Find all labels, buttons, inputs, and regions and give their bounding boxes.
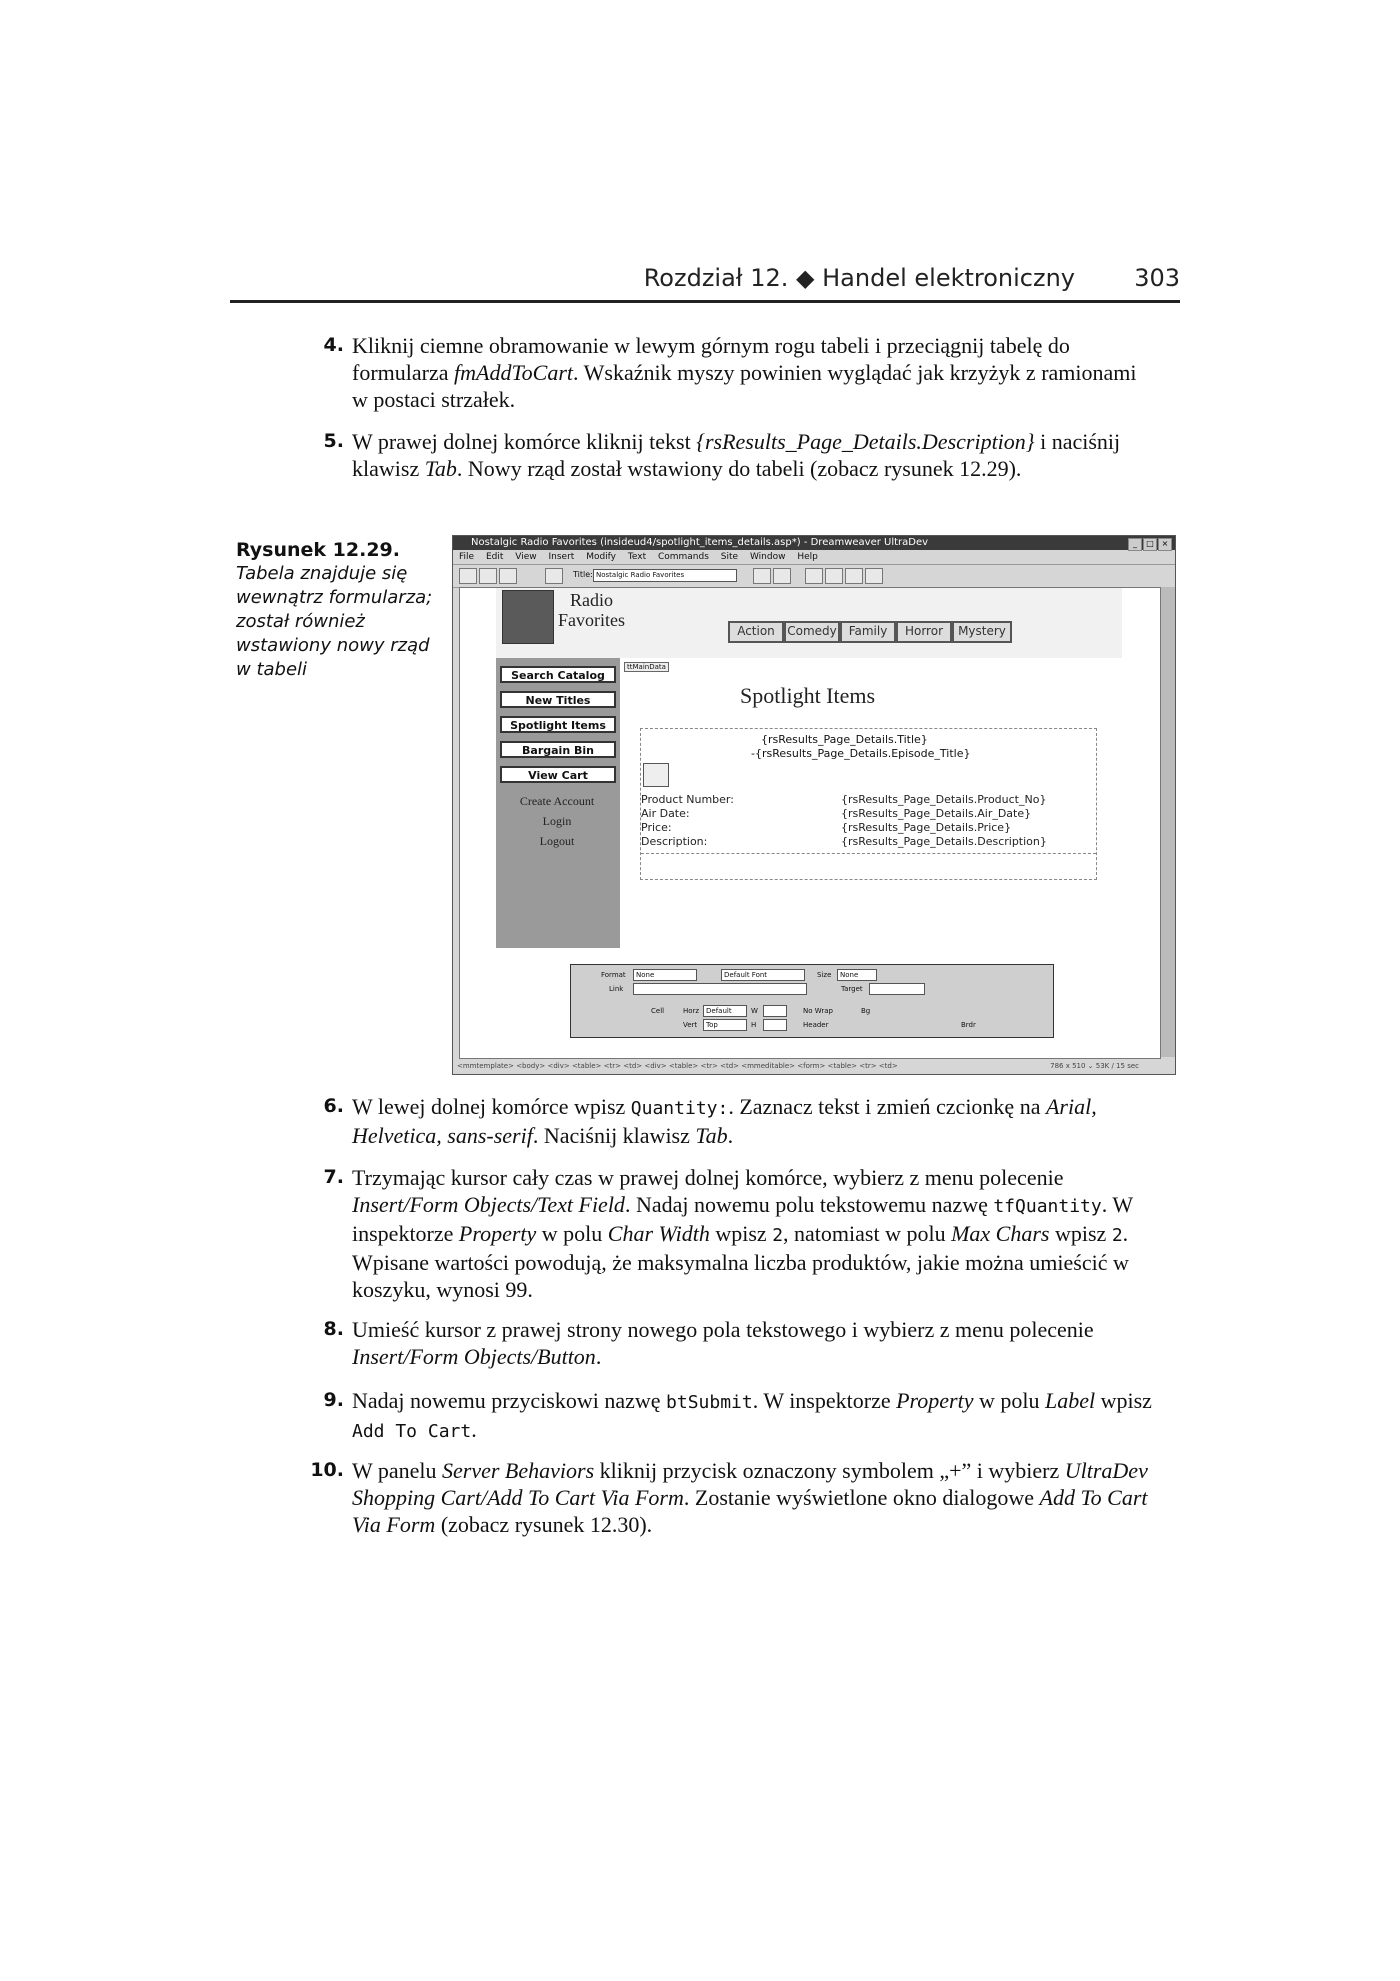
refresh-icon[interactable]	[805, 568, 823, 584]
figure-label: Rysunek 12.29.	[236, 539, 400, 561]
property-inspector	[570, 964, 1054, 1038]
image-placeholder-icon	[643, 763, 669, 787]
category-action-button[interactable]: Action	[728, 621, 784, 643]
brdr-label: Brdr	[961, 1021, 976, 1029]
step-7: 7. Trzymając kursor cały czas w prawej dolnej komórce, wybierz z menu polecenie Insert/Form Objects/Text Field. Nadaj nowemu polu tekstowemu nazwę tfQuantity. W inspektorze Property w polu Char Width wpisz 2, natomiast w polu Max Chars wpisz 2. Wpisane wartości powodują, że maksymalna liczba produktów, jakie można umieścić w koszyku, wynosi 99.	[352, 1164, 1152, 1303]
target-select[interactable]	[869, 983, 925, 995]
link-label: Link	[609, 985, 624, 993]
status-bar	[453, 1058, 1176, 1074]
step-8: 8. Umieść kursor z prawej strony nowego pola tekstowego i wybierz z menu polecenie Insert/Form Objects/Button.	[352, 1316, 1152, 1370]
step-number: 9.	[323, 1389, 344, 1411]
menu-edit[interactable]: Edit	[485, 552, 504, 562]
radio-logo-icon	[502, 590, 554, 644]
detail-title: {rsResults_Page_Details.Title}	[761, 733, 928, 746]
close-icon[interactable]: ×	[1158, 538, 1172, 551]
search-catalog-button[interactable]: Search Catalog	[500, 666, 616, 683]
view-cart-button[interactable]: View Cart	[500, 766, 616, 783]
nowrap-label: No Wrap	[803, 1007, 833, 1015]
menu-modify[interactable]: Modify	[586, 552, 617, 562]
design-view-icon[interactable]	[499, 568, 517, 584]
step-number: 10.	[310, 1459, 344, 1481]
split-view-icon[interactable]	[479, 568, 497, 584]
format-select[interactable]: None	[633, 969, 697, 981]
row-label-description: Description:	[641, 835, 708, 848]
page-number: 303	[1134, 264, 1180, 292]
cell-label: Cell	[651, 1007, 665, 1015]
title-label: Title:	[573, 570, 593, 579]
window-size[interactable]: 786 x 510 ⌄ 53K / 15 sec	[1050, 1062, 1139, 1070]
step-9: 9. Nadaj nowemu przyciskowi nazwę btSubmit. W inspektorze Property w polu Label wpisz Add To Cart.	[352, 1387, 1152, 1445]
login-link[interactable]: Login	[542, 814, 572, 828]
window-titlebar	[453, 536, 1175, 550]
step-4: 4. Kliknij ciemne obramowanie w lewym górnym rogu tabeli i przeciągnij tabelę do formularza fmAddToCart. Wskaźnik myszy powinien wyglądać jak krzyżyk z ramionami w postaci strzałek.	[352, 332, 1152, 413]
running-header	[230, 262, 1180, 303]
details-table	[640, 728, 1097, 880]
h-label: H	[751, 1021, 757, 1029]
row-label-product: Product Number:	[641, 793, 734, 806]
row-label-airdate: Air Date:	[641, 807, 690, 820]
row-value-airdate: {rsResults_Page_Details.Air_Date}	[841, 807, 1032, 820]
row-value-price: {rsResults_Page_Details.Price}	[841, 821, 1012, 834]
step-number: 8.	[323, 1318, 344, 1340]
spotlight-items-button[interactable]: Spotlight Items	[500, 716, 616, 733]
step-number: 7.	[323, 1166, 344, 1188]
bargain-bin-button[interactable]: Bargain Bin	[500, 741, 616, 758]
window-title: Nostalgic Radio Favorites (insideud4/spotlight_items_details.asp*) - Dreamweaver UltraDev	[471, 537, 929, 548]
create-account-link[interactable]: Create Account	[519, 794, 595, 808]
tag-selector[interactable]: <mmtemplate> <body> <div> <table> <tr> <td> <div> <table> <tr> <td> <mmeditable> <form> <table> <tr> <td>	[457, 1062, 898, 1070]
font-select[interactable]: Default Font	[721, 969, 805, 981]
menu-text[interactable]: Text	[627, 552, 647, 562]
menu-site[interactable]: Site	[720, 552, 739, 562]
title-input[interactable]: Nostalgic Radio Favorites	[593, 569, 737, 582]
step-number: 5.	[323, 430, 344, 452]
vert-label: Vert	[683, 1021, 698, 1029]
figure-caption	[236, 538, 441, 682]
vert-select[interactable]: Top	[703, 1019, 747, 1031]
preview-icon[interactable]	[773, 568, 791, 584]
code-view-icon[interactable]	[459, 568, 477, 584]
step-number: 4.	[323, 334, 344, 356]
view-options-icon[interactable]	[845, 568, 863, 584]
menu-window[interactable]: Window	[749, 552, 786, 562]
spotlight-heading: Spotlight Items	[740, 683, 876, 708]
horz-select[interactable]: Default	[703, 1005, 747, 1017]
bg-label: Bg	[861, 1007, 871, 1015]
category-family-button[interactable]: Family	[840, 621, 896, 643]
site-logo-text: Radio Favorites	[558, 590, 625, 630]
category-horror-button[interactable]: Horror	[896, 621, 952, 643]
header-label: Header	[803, 1021, 829, 1029]
step-6: 6. W lewej dolnej komórce wpisz Quantity:. Zaznacz tekst i zmień czcionkę na Arial, Helvetica, sans-serif. Naciśnij klawisz Tab.	[352, 1093, 1152, 1149]
format-label: Format	[601, 971, 626, 979]
category-mystery-button[interactable]: Mystery	[952, 621, 1012, 643]
file-management-icon[interactable]	[753, 568, 771, 584]
menu-commands[interactable]: Commands	[657, 552, 709, 562]
vertical-scrollbar[interactable]	[1160, 587, 1175, 1057]
main-data-label: ttMainData	[624, 662, 669, 672]
figure-caption-text: Tabela znajduje się wewnątrz formularza; został również wstawiony nowy rząd w tabeli	[236, 563, 433, 680]
new-row	[641, 853, 1096, 854]
w-label: W	[751, 1007, 758, 1015]
toolbar	[453, 564, 1175, 588]
link-input[interactable]	[633, 983, 807, 995]
code-nav-icon[interactable]	[825, 568, 843, 584]
new-titles-button[interactable]: New Titles	[500, 691, 616, 708]
figure-screenshot	[452, 535, 1176, 1075]
detail-episode: -{rsResults_Page_Details.Episode_Title}	[751, 747, 971, 760]
maximize-icon[interactable]: □	[1143, 538, 1157, 551]
row-value-description: {rsResults_Page_Details.Description}	[841, 835, 1047, 848]
size-select[interactable]: None	[837, 969, 877, 981]
row-label-price: Price:	[641, 821, 672, 834]
size-label: Size	[817, 971, 832, 979]
menu-help[interactable]: Help	[797, 552, 818, 562]
menu-insert[interactable]: Insert	[548, 552, 575, 562]
menubar	[453, 550, 1176, 564]
step-10: 10. W panelu Server Behaviors kliknij przycisk oznaczony symbolem „+” i wybierz UltraDev Shopping Cart/Add To Cart Via Form. Zostanie wyświetlone okno dialogowe Add To Cart Via Form (zobacz rysunek 12.30).	[352, 1457, 1152, 1538]
target-label: Target	[841, 985, 863, 993]
step-number: 6.	[323, 1095, 344, 1117]
chapter-title: Rozdział 12. ◆ Handel elektroniczny	[643, 264, 1075, 292]
step-5: 5. W prawej dolnej komórce kliknij tekst {rsResults_Page_Details.Description} i naciśnij klawisz Tab. Nowy rząd został wstawiony do tabeli (zobacz rysunek 12.29).	[352, 428, 1152, 482]
menu-file[interactable]: File	[459, 552, 475, 562]
row-value-product: {rsResults_Page_Details.Product_No}	[841, 793, 1047, 806]
window-controls	[1127, 537, 1172, 551]
menu-view[interactable]: View	[515, 552, 537, 562]
h-input[interactable]	[763, 1019, 787, 1031]
minimize-icon[interactable]: _	[1128, 538, 1142, 551]
logout-link[interactable]: Logout	[539, 834, 575, 848]
live-data-icon[interactable]	[545, 568, 563, 584]
category-comedy-button[interactable]: Comedy	[784, 621, 840, 643]
document-window	[459, 587, 1161, 1059]
w-input[interactable]	[763, 1005, 787, 1017]
horz-label: Horz	[683, 1007, 700, 1015]
grid-icon[interactable]	[865, 568, 883, 584]
